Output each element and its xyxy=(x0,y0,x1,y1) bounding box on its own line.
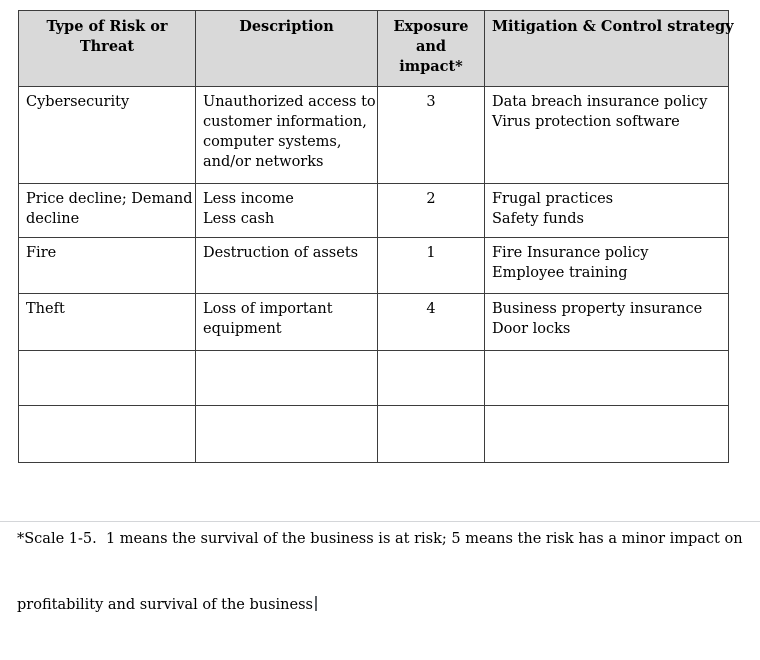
cell-exposure[interactable]: 3 xyxy=(378,87,485,184)
table-row xyxy=(19,87,729,184)
header-description[interactable]: Description xyxy=(196,11,378,87)
cell-risk[interactable]: Cybersecurity xyxy=(19,87,196,184)
header-exposure-impact[interactable]: Exposure and impact* xyxy=(378,11,485,87)
cell-exposure[interactable]: 1 xyxy=(378,238,485,294)
table-row xyxy=(19,294,729,351)
table-header-row xyxy=(19,11,729,87)
cell-risk[interactable]: Fire xyxy=(19,238,196,294)
scale-footnote xyxy=(17,484,743,660)
cell-mitigation[interactable]: Business property insurance Door locks xyxy=(485,294,729,351)
cell-mitigation[interactable] xyxy=(485,351,729,406)
cell-exposure[interactable]: 4 xyxy=(378,294,485,351)
page-edge-line xyxy=(0,521,760,522)
risk-assessment-table xyxy=(18,10,734,463)
cell-mitigation[interactable] xyxy=(485,406,729,463)
cell-description[interactable]: Loss of important equipment xyxy=(196,294,378,351)
footnote-line-1[interactable]: *Scale 1-5. 1 means the survival of the business is at risk; 5 means the risk has a minor impact on xyxy=(17,531,743,547)
cell-exposure[interactable] xyxy=(378,406,485,463)
cell-description[interactable]: Less income Less cash xyxy=(196,184,378,238)
footnote-line-2-wrap[interactable] xyxy=(17,594,743,616)
cell-risk[interactable] xyxy=(19,351,196,406)
table-row xyxy=(19,351,729,406)
table-row xyxy=(19,406,729,463)
table-row xyxy=(19,238,729,294)
cell-mitigation[interactable]: Frugal practices Safety funds xyxy=(485,184,729,238)
table-row xyxy=(19,184,729,238)
cell-risk[interactable]: Price decline; Demand decline xyxy=(19,184,196,238)
header-mitigation-control[interactable]: Mitigation & Control strategy xyxy=(485,11,729,87)
header-type-of-risk[interactable]: Type of Risk or Threat xyxy=(19,11,196,87)
cell-risk[interactable]: Theft xyxy=(19,294,196,351)
cell-description[interactable] xyxy=(196,406,378,463)
cell-exposure[interactable]: 2 xyxy=(378,184,485,238)
cell-exposure[interactable] xyxy=(378,351,485,406)
cell-mitigation[interactable]: Data breach insurance policy Virus protection software xyxy=(485,87,729,184)
footnote-line-2[interactable]: profitability and survival of the business xyxy=(17,597,313,613)
cell-mitigation[interactable]: Fire Insurance policy Employee training xyxy=(485,238,729,294)
cell-description[interactable]: Unauthorized access to customer information, computer systems, and/or networks xyxy=(196,87,378,184)
cell-risk[interactable] xyxy=(19,406,196,463)
cell-description[interactable]: Destruction of assets xyxy=(196,238,378,294)
text-cursor xyxy=(315,596,317,611)
cell-description[interactable] xyxy=(196,351,378,406)
